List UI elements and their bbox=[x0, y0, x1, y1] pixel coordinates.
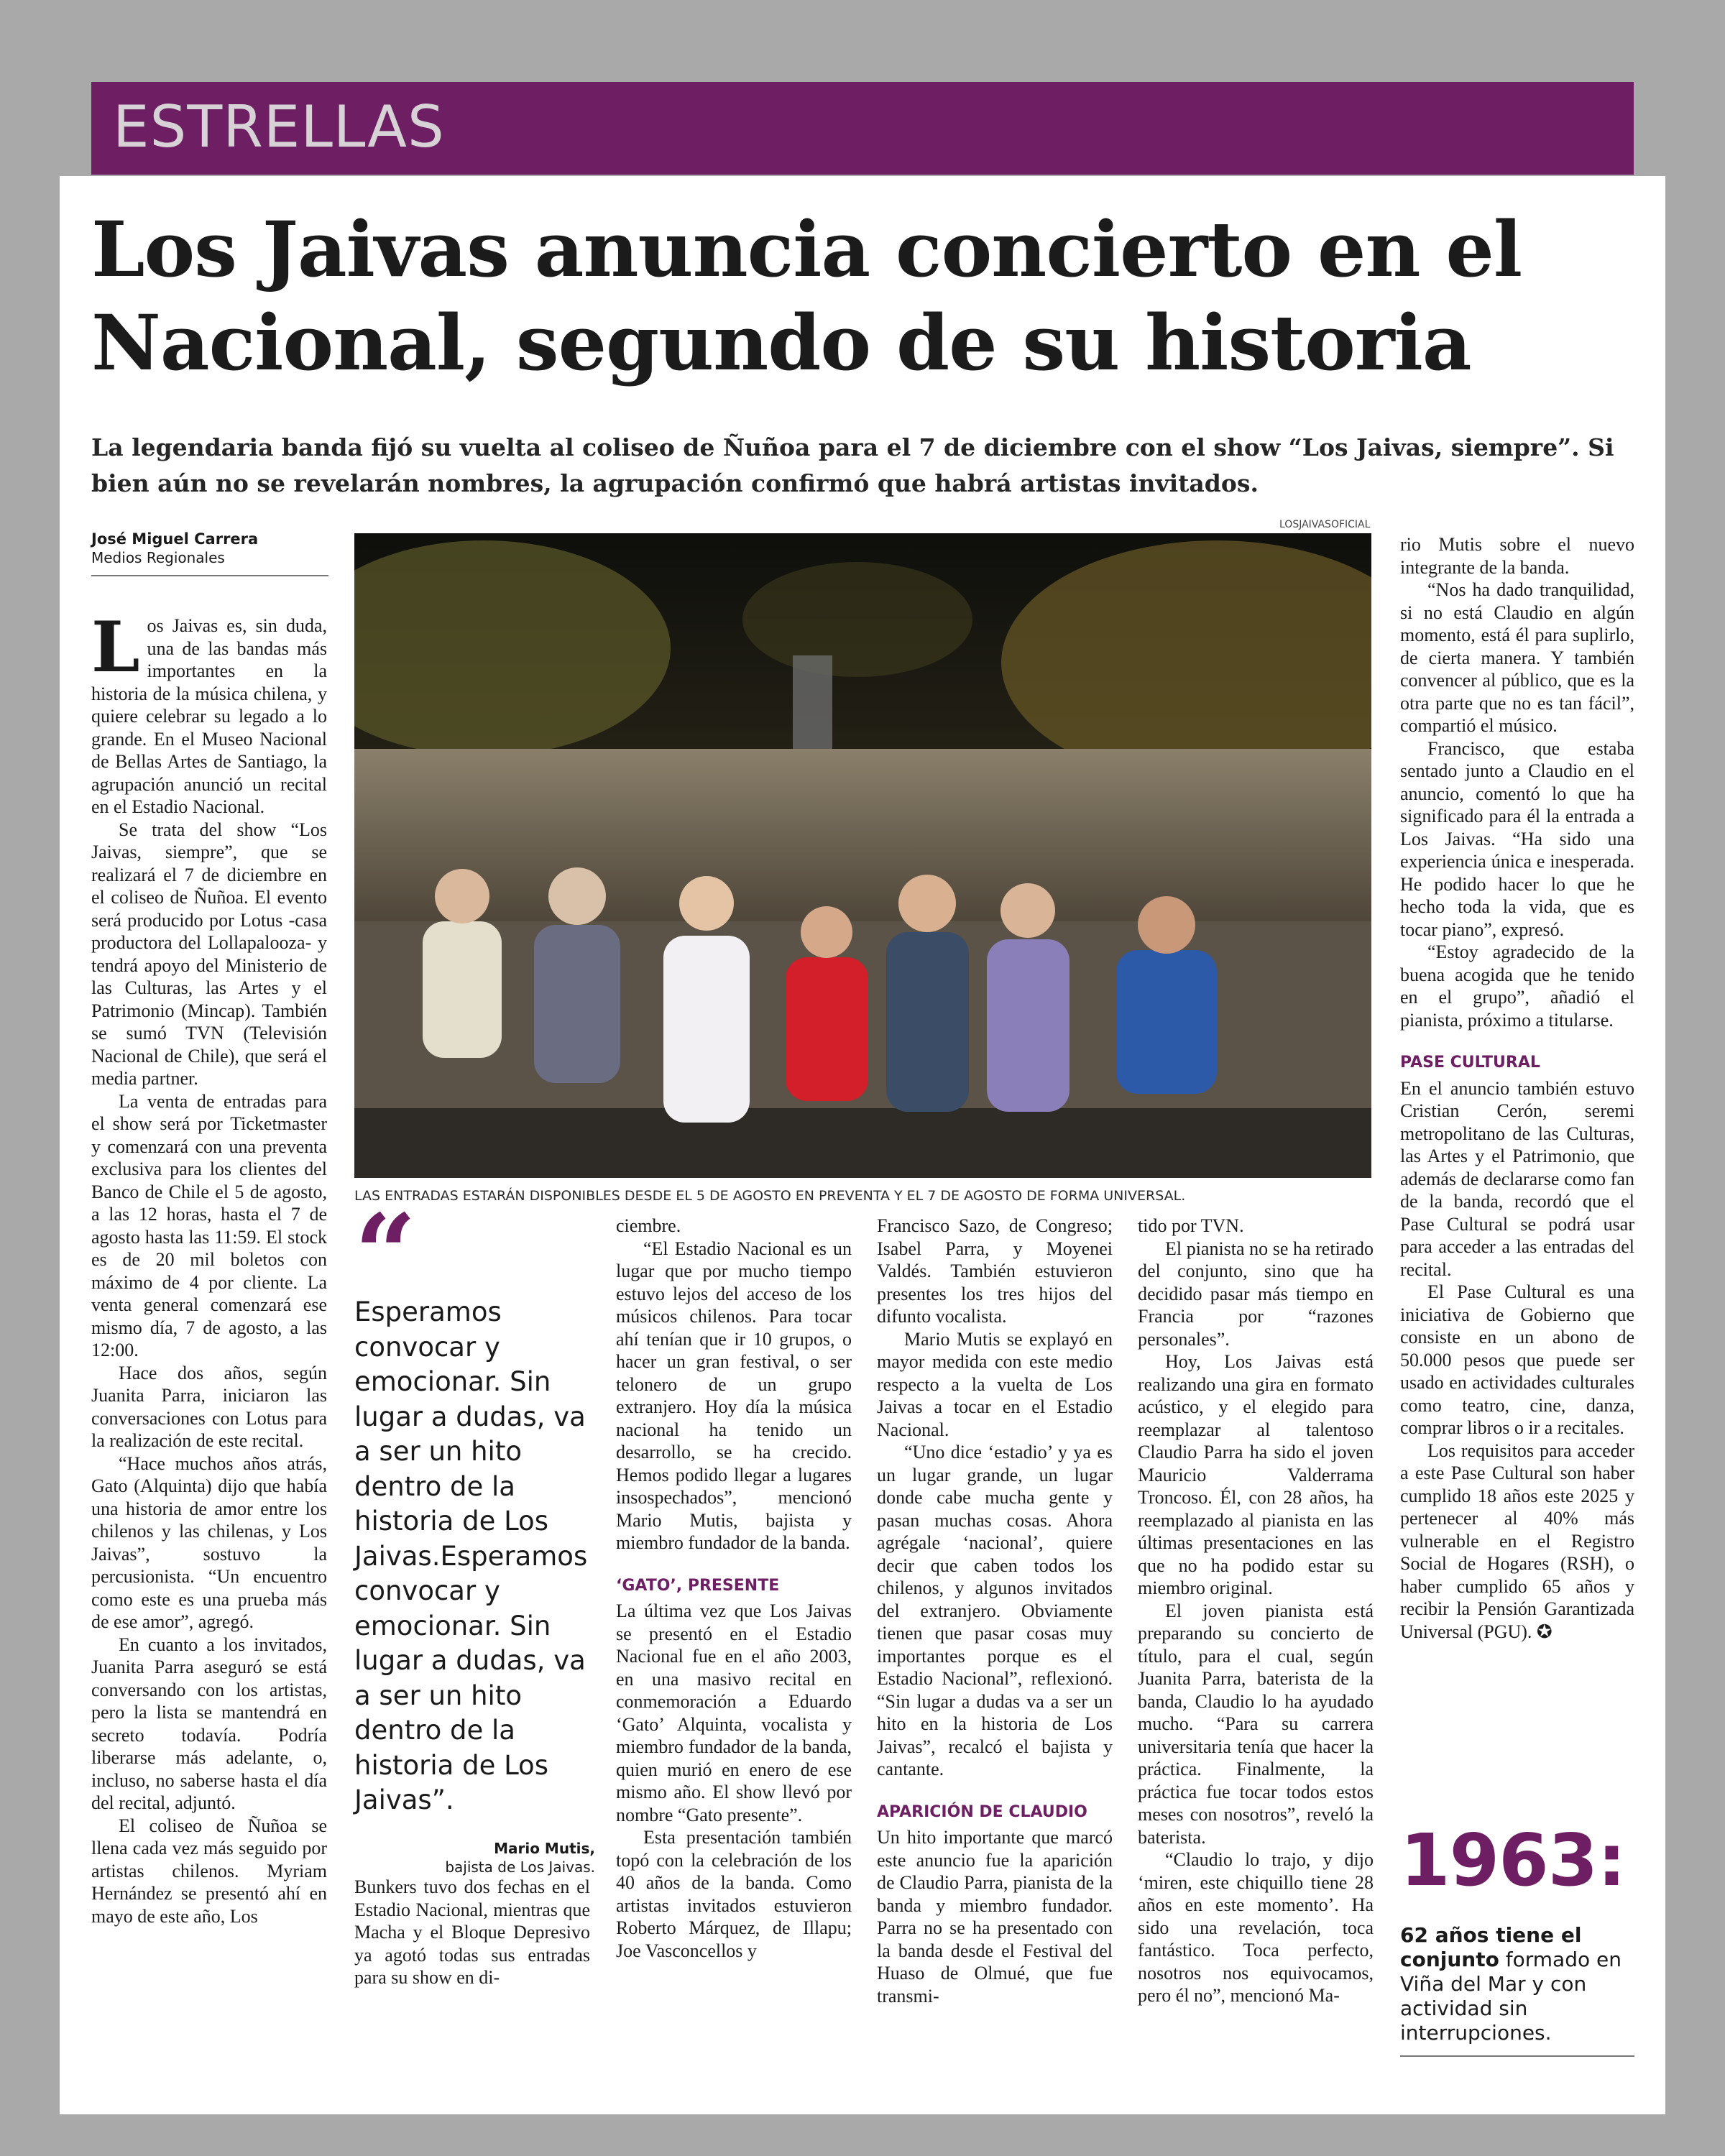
quote-mark-icon: “ bbox=[354, 1191, 417, 1317]
paragraph: La última vez que Los Jaivas se presentó en el Estadio Nacional fue en el año 2003, en una masivo recital en conmemoración a Eduardo ‘Gato’ Alquinta, vocalista y miembro fundador de la banda, quien murió en enero de ese mismo año. El show llevó por nombre “Gato presente”. bbox=[616, 1600, 852, 1825]
paragraph: Hoy, Los Jaivas está realizando una gira en formato acústico, y el elegido para reemplazar al talentoso Claudio Parra ha sido el joven Mauricio Valderrama Troncoso. Él, con 28 años, ha reemplazado al pianista en las últimas presentaciones en las que no ha podido estar su miembro original. bbox=[1138, 1351, 1374, 1598]
paragraph: El Pase Cultural es una iniciativa de Gobierno que consiste en un abono de 50.000 pesos que puede ser usado en actividades culturales como teatro, cine, danza, comprar libros o ir a recitales. bbox=[1400, 1281, 1634, 1438]
paragraph: La venta de entradas para el show será por Ticketmaster y comenzará con una preventa exclusiva para los clientes del Banco de Chile el 5 de agosto, a las 12 horas, hasta el 7 de agosto hasta las 11:59. El stock es de 20 mil boletos con máximo de 4 por cliente. La venta general comenzará ese mismo día, 7 de agosto, a las 12:00. bbox=[91, 1090, 327, 1360]
paragraph: tido por TVN. bbox=[1138, 1215, 1244, 1236]
quote-author-role: bajista de Los Jaivas. bbox=[445, 1858, 595, 1876]
paragraph bbox=[91, 607, 327, 819]
paragraph: “Uno dice ‘estadio’ y ya es un lugar grande, un lugar donde cabe mucha gente y pasan muchas cosas. Ahora agrégale ‘nacional’, quiere decir que caben todos los chilenos, y algunos invitados del extranjero. Obviamente tienen que pasar cosas muy importantes porque es el Estadio Nacional”, reflexionó. “Sin lugar a dudas va a ser un hito en la historia de Los Jaivas”, recalcó el bajista y cantante. bbox=[877, 1442, 1113, 1779]
section-label: ESTRELLAS bbox=[113, 93, 445, 160]
paragraph: Hace dos años, según Juanita Parra, iniciaron las conversaciones con Lotus para la realización de este recital. bbox=[91, 1362, 327, 1451]
article-column-5 bbox=[1138, 1215, 1374, 2007]
paragraph: rio Mutis sobre el nuevo integrante de la banda. bbox=[1400, 534, 1634, 578]
pull-quote bbox=[354, 1191, 595, 1883]
paragraph: Esta presentación también topó con la celebración de los 40 años de la banda. Como artistas invitados estuvieron Roberto Márquez, de Illapu; Joe Vasconcellos y bbox=[616, 1827, 852, 1961]
band-concert-photo bbox=[354, 533, 1371, 1178]
paragraph: “El Estadio Nacional es un lugar que por mucho tiempo estuvo lejos del acceso de los músicos chilenos. Para tocar ahí tenían que ir 10 grupos, o hacer un gran festival, o ser telonero de un grupo extranjero. Hoy día la música nacional ha tenido un desarrollo, se ha crecido. Hemos podido llegar a lugares insospechados”, mencionó Mario Mutis, bajista y miembro fundador de la banda. bbox=[616, 1238, 852, 1553]
photo-caption: LAS ENTRADAS ESTARÁN DISPONIBLES DESDE EL 5 DE AGOSTO EN PREVENTA Y EL 7 DE AGOSTO DE FORMA UNIVERSAL. bbox=[354, 1188, 1186, 1204]
paragraph: Mario Mutis se explayó en mayor medida con este medio respecto a la vuelta de Los Jaivas a tocar en el Estadio Nacional. bbox=[877, 1328, 1113, 1440]
paragraph: “Estoy agradecido de la buena acogida que he tenido en el grupo”, añadió el pianista, próximo a titularse. bbox=[1400, 941, 1634, 1031]
paragraph: “Hace muchos años atrás, Gato (Alquinta) dijo que había una historia de amor entre los chilenos y las chilenas, y Los Jaivas”, sostuvo la percusionista. “Un encuentro como este es una prueba más de ese amor”, agregó. bbox=[91, 1452, 327, 1632]
paragraph: En cuanto a los invitados, Juanita Parra aseguró se está conversando con los artistas, pero la lista se mantendrá en secreto todavía. Podría liberarse más adelante, o, incluso, no saberse hasta el día del recital, adjuntó. bbox=[91, 1634, 327, 1813]
paragraph: En el anuncio también estuvo Cristian Cerón, seremi metropolitano de las Culturas, las Artes y el Patrimonio, que además de declararse como fan de la banda, recordó que el Pase Cultural se podrá usar para acceder a las entradas del recital. bbox=[1400, 1077, 1634, 1280]
quote-attribution bbox=[354, 1840, 595, 1876]
byline-name: José Miguel Carrera bbox=[91, 530, 259, 548]
photo-credit: LOSJAIVASOFICIAL bbox=[1279, 519, 1371, 530]
paragraph-text: os Jaivas es, sin duda, una de las bandas más importantes en la historia de la música chilena, y quiere celebrar su legado a lo grande. En el Museo Nacional de Bellas Artes de Santiago, la agrupación anunció un recital en el Estadio Nacional. bbox=[91, 615, 327, 817]
paragraph: Los requisitos para acceder a este Pase Cultural son haber cumplido 18 años este 2025 y pertenecer al 40% más vulnerable en el Registro Social de Hogares (RSH), o haber cumplido 65 años y recibir la Pensión Garantizada Universal (PGU). ✪ bbox=[1400, 1439, 1634, 1642]
quote-author: Mario Mutis, bbox=[494, 1839, 595, 1857]
section-bar bbox=[91, 82, 1634, 175]
paragraph: “Claudio lo trajo, y dijo ‘miren, este chiquillo tiene 28 años en este momento’. Ha sido una revelación, toca fantástico. Toca perfecto, nosotros nos equivocamos, pero él no”, mencionó Ma- bbox=[1138, 1849, 1374, 2006]
headline: Los Jaivas anuncia concierto en el Nacional, segundo de su historia bbox=[91, 204, 1522, 387]
article-column-1 bbox=[91, 607, 327, 1927]
subheading: ‘GATO’, PRESENTE bbox=[616, 1576, 780, 1595]
paragraph: “Nos ha dado tranquilidad, si no está Claudio en algún momento, está él para suplirlo, de cierta manera. Y también convencer al público, que es la otra parte que no es tan fácil”, compartió el músico. bbox=[1400, 579, 1634, 736]
paragraph: Un hito importante que marcó este anuncio fue la aparición de Claudio Parra, pianista de la banda y miembro fundador. Parra no se ha presentado con la banda desde el Festival del Huaso de Olmué, que fue transmi- bbox=[877, 1827, 1113, 2007]
article-column-3 bbox=[616, 1215, 852, 1962]
article-column-6 bbox=[1400, 533, 1634, 1643]
paragraph: El coliseo de Ñuñoa se llena cada vez más seguido por artistas chilenos. Myriam Hernández se presentó ahí en mayo de este año, Los bbox=[91, 1815, 327, 1927]
paragraph: Francisco Sazo, de Congreso; Isabel Parra, y Moyenei Valdés. También estuvieron presentes los tres hijos del difunto vocalista. bbox=[877, 1215, 1113, 1327]
fact-text bbox=[1400, 1923, 1634, 2057]
drop-cap: L bbox=[91, 607, 140, 688]
fact-text-bold: 62 años tiene el conjunto bbox=[1400, 1923, 1582, 1971]
deck: La legendaria banda fijó su vuelta al coliseo de Ñuñoa para el 7 de diciembre con el show “Los Jaivas, siempre”. Si bien aún no se revelarán nombres, la agrupación confirmó que habrá artistas invitados. bbox=[91, 433, 1614, 497]
paragraph: El pianista no se ha retirado del conjunto, sino que ha decidido pasar más tiempo en Francia por “razones personales”. bbox=[1138, 1238, 1374, 1350]
quote-text: Esperamos convocar y emocionar. Sin lugar a dudas, va a ser un hito dentro de la historia de Los Jaivas.Esperamos convocar y emocionar. Sin lugar a dudas, va a ser un hito dentro de la historia de Los Jaivas”. bbox=[354, 1296, 588, 1815]
paragraph: Bunkers tuvo dos fechas en el Estadio Nacional, mientras que Macha y el Bloque Depresivo ya agotó todas sus entradas para su show en di- bbox=[354, 1876, 590, 1988]
byline bbox=[91, 530, 328, 576]
article-column-2 bbox=[354, 1876, 590, 1989]
fact-year: 1963: bbox=[1400, 1818, 1626, 1902]
paragraph: Francisco, que estaba sentado junto a Claudio en el anuncio, comentó lo que ha significado para él la entrada a Los Jaivas. “Ha sido una experiencia única e inesperada. He podido hacer lo que he hecho toda la vida, que es tocar piano”, expresó. bbox=[1400, 737, 1634, 940]
fact-text-rest: formado en Viña del Mar y con actividad sin interrupciones. bbox=[1400, 1948, 1622, 2045]
subheading: PASE CULTURAL bbox=[1400, 1054, 1540, 1072]
concert-photo-illustration bbox=[354, 533, 1371, 1178]
subheading: APARICIÓN DE CLAUDIO bbox=[877, 1802, 1087, 1821]
paragraph: ciembre. bbox=[616, 1215, 681, 1236]
paragraph: Se trata del show “Los Jaivas, siempre”, que se realizará el 7 de diciembre en el coliseo de Ñuñoa. El evento será producido por Lotus -casa productora del Lollapalooza- y tendrá apoyo del Ministerio de las Culturas, las Artes y el Patrimonio (Mincap). También se sumó TVN (Televisión Nacional de Chile), que será el media partner. bbox=[91, 819, 327, 1089]
paragraph: El joven pianista está preparando su concierto de título, para el cual, según Juanita Parra, baterista de la banda, Claudio lo ha ayudado mucho. “Para su carrera universitaria tenía que hacer la práctica. Finalmente, la práctica fue tocar todos estos meses con nosotros”, reveló la baterista. bbox=[1138, 1600, 1374, 1848]
byline-outlet: Medios Regionales bbox=[91, 549, 225, 566]
article-column-4 bbox=[877, 1215, 1113, 2007]
